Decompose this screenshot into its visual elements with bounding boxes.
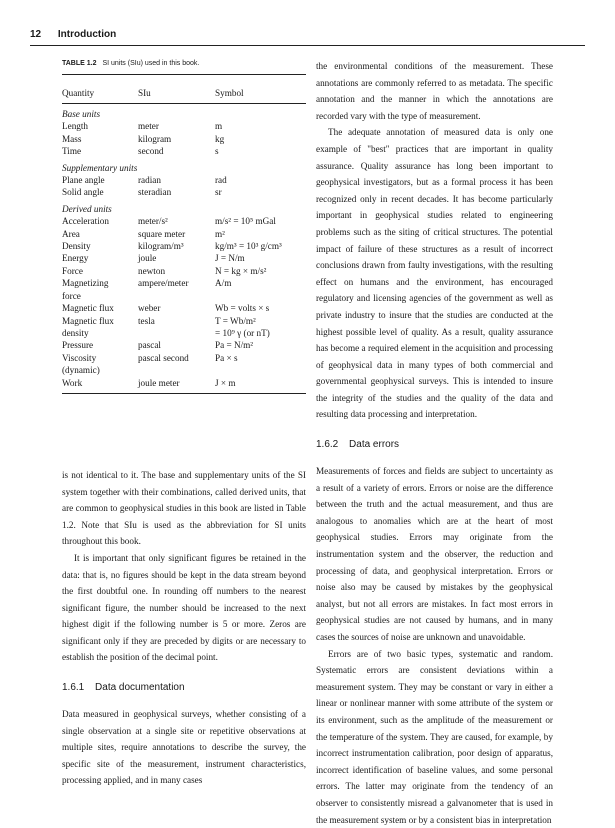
table-cell: Pa = N/m² xyxy=(215,340,254,351)
table-cell: Force xyxy=(62,265,83,276)
section-heading xyxy=(316,437,553,453)
section-number: 1.6.1 xyxy=(62,682,85,694)
table-cell: joule meter xyxy=(138,377,180,388)
table-cell: J = N/m xyxy=(215,253,245,264)
table-row xyxy=(62,277,306,289)
table-row xyxy=(62,145,306,157)
table-body xyxy=(62,104,306,393)
table-row xyxy=(62,252,306,264)
table-cell: density xyxy=(62,327,89,338)
table-cell: newton xyxy=(138,265,166,276)
paragraph: It is important that only significant figures be retained in the data: that is, no figures should be kept in the data stream beyond the first doubtful one. In rounding off numbers to the nearest significant figure, the number should be increased to the next highest digit if the following number is 5 or more. Zeros are significant only if they are preceded by digits or are necessary to establish the position of the decimal point. xyxy=(62,552,306,663)
table-row xyxy=(62,174,306,186)
table-cell: second xyxy=(138,146,164,157)
page-number: 12 xyxy=(30,29,42,40)
section-title: Data documentation xyxy=(95,682,185,694)
table-group-heading: Base units xyxy=(62,109,101,119)
table-cell xyxy=(138,290,215,302)
table-cell: J × m xyxy=(215,377,236,388)
table-row xyxy=(62,265,306,277)
section-heading xyxy=(62,680,306,696)
right-column xyxy=(316,58,553,828)
table-label: TABLE 1.2 xyxy=(62,60,97,67)
table-cell: Work xyxy=(62,377,83,388)
table-cell xyxy=(215,290,306,302)
column-header-siu: SIu xyxy=(138,88,151,98)
table-row xyxy=(62,133,306,145)
chapter-title: Introduction xyxy=(57,29,117,40)
section-number: 1.6.2 xyxy=(316,439,339,451)
table-row xyxy=(62,352,306,364)
table-cell: ampere/meter xyxy=(138,278,189,289)
table-row xyxy=(62,290,306,302)
table-cell: kilogram/m³ xyxy=(138,241,184,252)
table-row xyxy=(62,186,306,198)
table-cell: sr xyxy=(215,187,222,198)
table-cell: rad xyxy=(215,175,227,186)
table-row xyxy=(62,215,306,227)
table-cell: Length xyxy=(62,121,89,132)
table-cell: Magnetic flux xyxy=(62,315,114,326)
paragraph: Measurements of forces and fields are subject to uncertainty as a result of a variety of errors. Errors or noise are the difference between the truth and the actual measurement, and thus are analogous to anomalies which are at the heart of most geophysical studies. Errors may originate from the instrumentation system and the observer, the reduction and processing of data, and geophysical interpretation. Errors or noise also may be caused by mistakes by the geophysical analyst, but not all errors are mistakes. In fact most errors in geophysical studies are not caused by humans, and in many cases the sources of noise are unknown and unavoidable. xyxy=(316,466,553,642)
left-column xyxy=(62,58,306,789)
table-row xyxy=(62,240,306,252)
table-cell: m² xyxy=(215,228,225,239)
table-cell: force xyxy=(62,290,81,301)
table-cell: Plane angle xyxy=(62,175,105,186)
section-title: Data errors xyxy=(349,439,400,451)
table-row xyxy=(62,120,306,132)
table-cell: s xyxy=(215,146,219,157)
table-cell: kg xyxy=(215,133,225,144)
table-cell: Viscosity xyxy=(62,352,97,363)
table-cell: weber xyxy=(138,303,161,314)
table-cell: steradian xyxy=(138,187,172,198)
table-cell: m/s² = 10⁵ mGal xyxy=(215,216,276,227)
column-header-symbol: Symbol xyxy=(215,88,244,98)
table-cell: = 10⁹ γ (or nT) xyxy=(215,327,270,338)
table-cell: square meter xyxy=(138,228,186,239)
table-cell: Acceleration xyxy=(62,216,109,227)
column-header-quantity: Quantity xyxy=(62,88,95,98)
table-cell xyxy=(138,364,215,376)
table-cell: Energy xyxy=(62,253,89,264)
running-header xyxy=(30,29,585,46)
table-row xyxy=(62,327,306,339)
paragraph: The adequate annotation of measured data is only one example of "best" practices that are important in quality assurance. Quality assurance has long been important to geophysical investigators, but as a formal process it has been recognized only in recent decades. It has become particularly important in geophysical studies related to engineering problems such as the siting of critical structures. The potential impact of failure of these structures as a result of incorrect conclusions drawn from faulty investigations, with the resulting effect on humans and the environment, has encouraged regulatory and licensing agencies of the government as well as private industry to insure that the studies are conducted at the highest possible level of quality. As a result, quality assurance has become a required element in the acquisition and processing of geophysical data in many types of both commercial and governmental geophysical surveys. This is intended to insure the integrity of the studies and the quality of the data and resulting data processing and interpretation. xyxy=(316,127,553,420)
table-cell: tesla xyxy=(138,315,155,326)
table-cell: Pa × s xyxy=(215,352,238,363)
table-row xyxy=(62,315,306,327)
table-caption-text: SI units (SIu) used in this book. xyxy=(102,60,200,67)
table-header-row xyxy=(62,75,306,103)
si-units-table xyxy=(62,58,306,394)
table-group-heading: Supplementary units xyxy=(62,162,138,173)
table-cell: m xyxy=(215,121,223,132)
table-cell: pascal second xyxy=(138,352,189,363)
table-cell xyxy=(215,364,306,376)
table-cell: Magnetic flux xyxy=(62,303,114,314)
table-caption xyxy=(62,58,306,74)
table-row xyxy=(62,228,306,240)
table-cell: meter xyxy=(138,121,159,132)
paragraph: Errors are of two basic types, systematic and random. Systematic errors are consistent deviations within a measurement system. They may be constant or vary in either a linear or nonlinear manner with some attribute of the system or its environment, such as the amplitude of the measurement or the temperature of the system. They are caused, for example, by incorrect instrumentation calibration, poor design of apparatus, incorrect identification of baseline values, and some personal errors. The latter may originate from the tendency of an observer to consistently misread a galvanometer that is used in the measurement system or by a consistent bias in interpretation xyxy=(316,648,553,825)
paragraph: is not identical to it. The base and supplementary units of the SI system together with their combinations, called derived units, that are common to geophysical studies in this book are listed in Table 1.2. Note that SIu is used as the abbreviation for SI units throughout this book. xyxy=(62,469,306,547)
table-row xyxy=(62,339,306,351)
table-cell: Area xyxy=(62,228,80,239)
table-cell: kilogram xyxy=(138,133,172,144)
table-cell: Solid angle xyxy=(62,187,104,198)
table-cell: (dynamic) xyxy=(62,365,100,376)
table-cell: Pressure xyxy=(62,340,94,351)
table-cell: kg/m³ = 10³ g/cm³ xyxy=(215,241,282,252)
table-row xyxy=(62,302,306,314)
paragraph: the environmental conditions of the measurement. These annotations are commonly referred to as metadata. The specific annotation and the manner in which the annotations are recorded vary with the type of measurement. xyxy=(316,61,553,121)
table-row xyxy=(62,364,306,376)
table-cell: radian xyxy=(138,175,161,186)
table-cell: T = Wb/m² xyxy=(215,315,256,326)
table-cell: N = kg × m/s² xyxy=(215,265,267,276)
table-cell: Density xyxy=(62,241,91,252)
table-cell: joule xyxy=(138,253,157,264)
table-cell: Time xyxy=(62,146,82,157)
table-cell: pascal xyxy=(138,340,161,351)
table-cell: meter/s² xyxy=(138,216,168,227)
table-cell: A/m xyxy=(215,278,232,289)
table-cell: Wb = volts × s xyxy=(215,303,270,314)
table-cell: Magnetizing xyxy=(62,278,109,289)
table-group-heading: Derived units xyxy=(62,203,112,214)
paragraph: Data measured in geophysical surveys, whether consisting of a single observation at a single site or repetitive observations at multiple sites, require annotations to describe the survey, the specific site of the measurement, instrument characteristics, processing applied, and in many cases xyxy=(62,709,306,786)
table-cell: Mass xyxy=(62,133,82,144)
table-row xyxy=(62,377,306,389)
table-cell xyxy=(138,327,215,339)
